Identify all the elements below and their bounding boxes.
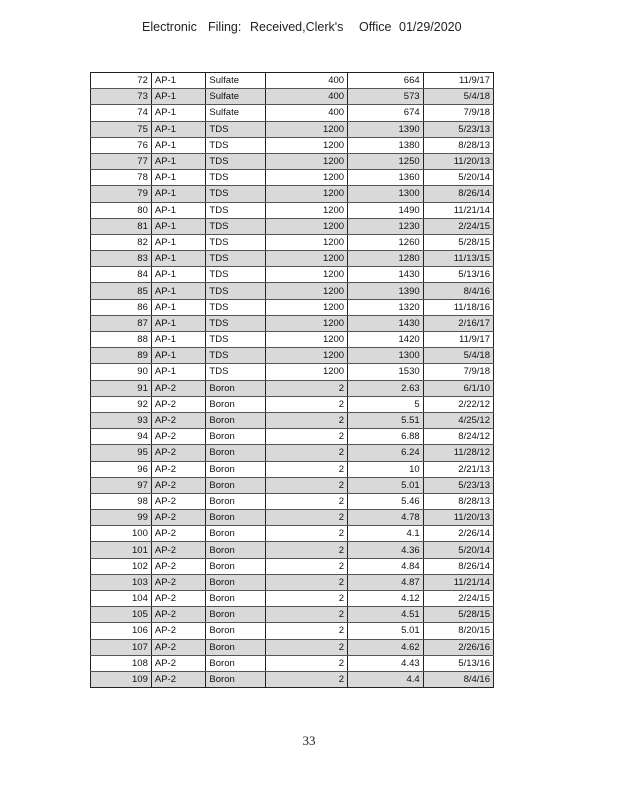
cell-result: 4.87 [348, 574, 424, 590]
cell-result: 4.4 [348, 671, 424, 687]
cell-result: 10 [348, 461, 424, 477]
cell-parameter: Boron [206, 461, 266, 477]
cell-parameter: Boron [206, 412, 266, 428]
cell-result: 1420 [348, 332, 424, 348]
table-row [91, 380, 494, 396]
table-row [91, 186, 494, 202]
cell-row-number: 89 [91, 348, 152, 364]
cell-row-number: 107 [91, 639, 152, 655]
cell-sample-date: 8/20/15 [423, 623, 493, 639]
table-row [91, 623, 494, 639]
cell-parameter: Boron [206, 623, 266, 639]
cell-standard: 1200 [266, 332, 348, 348]
cell-result: 5.51 [348, 412, 424, 428]
table-row [91, 639, 494, 655]
cell-well-id: AP-2 [151, 461, 206, 477]
cell-row-number: 82 [91, 234, 152, 250]
cell-result: 4.43 [348, 655, 424, 671]
cell-result: 674 [348, 105, 424, 121]
cell-standard: 400 [266, 73, 348, 89]
cell-row-number: 100 [91, 526, 152, 542]
cell-sample-date: 8/26/14 [423, 186, 493, 202]
cell-parameter: TDS [206, 137, 266, 153]
cell-well-id: AP-1 [151, 137, 206, 153]
table-row [91, 364, 494, 380]
cell-row-number: 108 [91, 655, 152, 671]
cell-sample-date: 8/24/12 [423, 429, 493, 445]
table-row [91, 477, 494, 493]
cell-sample-date: 8/26/14 [423, 558, 493, 574]
table-row [91, 607, 494, 623]
cell-parameter: TDS [206, 332, 266, 348]
cell-parameter: TDS [206, 121, 266, 137]
cell-parameter: Boron [206, 380, 266, 396]
cell-row-number: 102 [91, 558, 152, 574]
cell-standard: 2 [266, 380, 348, 396]
table-row [91, 493, 494, 509]
cell-well-id: AP-2 [151, 380, 206, 396]
cell-row-number: 81 [91, 218, 152, 234]
cell-well-id: AP-2 [151, 510, 206, 526]
cell-standard: 1200 [266, 364, 348, 380]
cell-row-number: 84 [91, 267, 152, 283]
cell-standard: 2 [266, 671, 348, 687]
cell-well-id: AP-2 [151, 526, 206, 542]
cell-row-number: 79 [91, 186, 152, 202]
cell-row-number: 95 [91, 445, 152, 461]
table-row [91, 510, 494, 526]
page-number: 33 [302, 733, 316, 748]
cell-sample-date: 8/4/16 [423, 671, 493, 687]
cell-result: 5.01 [348, 477, 424, 493]
header-word-electronic: Electronic [142, 20, 197, 34]
cell-parameter: TDS [206, 299, 266, 315]
cell-well-id: AP-2 [151, 607, 206, 623]
cell-parameter: Boron [206, 477, 266, 493]
cell-standard: 1200 [266, 283, 348, 299]
cell-parameter: TDS [206, 348, 266, 364]
cell-standard: 2 [266, 445, 348, 461]
cell-row-number: 99 [91, 510, 152, 526]
cell-parameter: Boron [206, 607, 266, 623]
cell-sample-date: 8/28/13 [423, 137, 493, 153]
cell-well-id: AP-1 [151, 121, 206, 137]
cell-parameter: TDS [206, 267, 266, 283]
table-row [91, 542, 494, 558]
cell-row-number: 104 [91, 591, 152, 607]
cell-well-id: AP-1 [151, 364, 206, 380]
cell-standard: 1200 [266, 348, 348, 364]
cell-result: 1390 [348, 121, 424, 137]
cell-row-number: 90 [91, 364, 152, 380]
cell-standard: 2 [266, 526, 348, 542]
table-row [91, 655, 494, 671]
cell-parameter: TDS [206, 283, 266, 299]
cell-row-number: 94 [91, 429, 152, 445]
cell-sample-date: 5/13/16 [423, 267, 493, 283]
cell-parameter: Boron [206, 510, 266, 526]
cell-result: 5.46 [348, 493, 424, 509]
cell-sample-date: 7/9/18 [423, 364, 493, 380]
cell-well-id: AP-2 [151, 445, 206, 461]
cell-well-id: AP-1 [151, 234, 206, 250]
cell-row-number: 96 [91, 461, 152, 477]
cell-well-id: AP-2 [151, 591, 206, 607]
cell-result: 1360 [348, 170, 424, 186]
cell-well-id: AP-1 [151, 73, 206, 89]
cell-result: 5 [348, 396, 424, 412]
header-word-received-clerks: Received,Clerk's [250, 20, 344, 34]
cell-result: 6.88 [348, 429, 424, 445]
cell-standard: 1200 [266, 121, 348, 137]
cell-result: 1260 [348, 234, 424, 250]
cell-standard: 1200 [266, 234, 348, 250]
cell-result: 6.24 [348, 445, 424, 461]
cell-well-id: AP-1 [151, 251, 206, 267]
table-row [91, 332, 494, 348]
cell-parameter: Boron [206, 445, 266, 461]
cell-parameter: TDS [206, 234, 266, 250]
table-row [91, 558, 494, 574]
cell-standard: 1200 [266, 251, 348, 267]
cell-well-id: AP-2 [151, 623, 206, 639]
cell-parameter: TDS [206, 170, 266, 186]
table-row [91, 218, 494, 234]
cell-parameter: Boron [206, 574, 266, 590]
cell-well-id: AP-2 [151, 639, 206, 655]
table-row [91, 267, 494, 283]
cell-sample-date: 5/4/18 [423, 348, 493, 364]
header-word-filing: Filing: [208, 20, 242, 34]
cell-row-number: 72 [91, 73, 152, 89]
cell-parameter: TDS [206, 202, 266, 218]
cell-result: 1280 [348, 251, 424, 267]
cell-row-number: 103 [91, 574, 152, 590]
header-word-office: Office [359, 20, 392, 34]
cell-row-number: 73 [91, 89, 152, 105]
cell-standard: 2 [266, 607, 348, 623]
cell-parameter: Boron [206, 542, 266, 558]
header-filing-date: 01/29/2020 [399, 20, 462, 34]
cell-sample-date: 5/28/15 [423, 607, 493, 623]
cell-standard: 1200 [266, 137, 348, 153]
cell-parameter: Sulfate [206, 73, 266, 89]
cell-row-number: 93 [91, 412, 152, 428]
cell-result: 1230 [348, 218, 424, 234]
cell-row-number: 106 [91, 623, 152, 639]
cell-row-number: 101 [91, 542, 152, 558]
cell-parameter: TDS [206, 251, 266, 267]
table-row [91, 526, 494, 542]
filing-stamp-header [0, 20, 618, 38]
table-row [91, 202, 494, 218]
cell-parameter: TDS [206, 186, 266, 202]
cell-sample-date: 5/4/18 [423, 89, 493, 105]
cell-standard: 400 [266, 105, 348, 121]
cell-parameter: Boron [206, 429, 266, 445]
table-body [91, 73, 494, 688]
cell-sample-date: 8/4/16 [423, 283, 493, 299]
cell-result: 5.01 [348, 623, 424, 639]
cell-sample-date: 11/9/17 [423, 73, 493, 89]
cell-well-id: AP-2 [151, 558, 206, 574]
cell-well-id: AP-1 [151, 315, 206, 331]
cell-parameter: Boron [206, 396, 266, 412]
cell-row-number: 74 [91, 105, 152, 121]
table-row [91, 445, 494, 461]
cell-parameter: Boron [206, 639, 266, 655]
cell-standard: 2 [266, 574, 348, 590]
cell-sample-date: 5/28/15 [423, 234, 493, 250]
cell-row-number: 105 [91, 607, 152, 623]
cell-row-number: 78 [91, 170, 152, 186]
cell-standard: 2 [266, 558, 348, 574]
cell-standard: 2 [266, 591, 348, 607]
cell-standard: 1200 [266, 153, 348, 169]
cell-parameter: Boron [206, 558, 266, 574]
cell-result: 1490 [348, 202, 424, 218]
cell-well-id: AP-1 [151, 153, 206, 169]
cell-sample-date: 2/24/15 [423, 591, 493, 607]
table-row [91, 348, 494, 364]
cell-parameter: Sulfate [206, 105, 266, 121]
cell-standard: 2 [266, 655, 348, 671]
cell-sample-date: 5/20/14 [423, 170, 493, 186]
cell-row-number: 92 [91, 396, 152, 412]
cell-standard: 2 [266, 639, 348, 655]
cell-standard: 2 [266, 493, 348, 509]
cell-parameter: TDS [206, 364, 266, 380]
cell-standard: 1200 [266, 218, 348, 234]
cell-sample-date: 2/21/13 [423, 461, 493, 477]
cell-result: 573 [348, 89, 424, 105]
cell-row-number: 80 [91, 202, 152, 218]
cell-parameter: Sulfate [206, 89, 266, 105]
cell-sample-date: 7/9/18 [423, 105, 493, 121]
cell-result: 4.78 [348, 510, 424, 526]
table-row [91, 429, 494, 445]
cell-well-id: AP-1 [151, 186, 206, 202]
cell-sample-date: 11/20/13 [423, 153, 493, 169]
cell-parameter: Boron [206, 671, 266, 687]
cell-sample-date: 5/23/13 [423, 121, 493, 137]
cell-result: 4.36 [348, 542, 424, 558]
cell-standard: 2 [266, 412, 348, 428]
cell-result: 664 [348, 73, 424, 89]
cell-well-id: AP-2 [151, 574, 206, 590]
cell-result: 1530 [348, 364, 424, 380]
cell-sample-date: 11/20/13 [423, 510, 493, 526]
cell-well-id: AP-1 [151, 202, 206, 218]
cell-result: 4.62 [348, 639, 424, 655]
table-row [91, 105, 494, 121]
table-row [91, 170, 494, 186]
cell-standard: 1200 [266, 186, 348, 202]
cell-result: 4.1 [348, 526, 424, 542]
cell-row-number: 87 [91, 315, 152, 331]
table-row [91, 121, 494, 137]
monitoring-results-table [90, 72, 494, 688]
cell-well-id: AP-2 [151, 396, 206, 412]
table-row [91, 251, 494, 267]
cell-sample-date: 11/9/17 [423, 332, 493, 348]
cell-result: 1430 [348, 315, 424, 331]
cell-well-id: AP-1 [151, 89, 206, 105]
cell-sample-date: 11/28/12 [423, 445, 493, 461]
cell-well-id: AP-1 [151, 267, 206, 283]
cell-standard: 1200 [266, 170, 348, 186]
table-row [91, 137, 494, 153]
cell-row-number: 76 [91, 137, 152, 153]
cell-standard: 1200 [266, 267, 348, 283]
cell-sample-date: 6/1/10 [423, 380, 493, 396]
cell-well-id: AP-2 [151, 477, 206, 493]
cell-well-id: AP-2 [151, 655, 206, 671]
cell-result: 1430 [348, 267, 424, 283]
cell-result: 1320 [348, 299, 424, 315]
table-row [91, 671, 494, 687]
cell-sample-date: 2/26/14 [423, 526, 493, 542]
cell-sample-date: 11/13/15 [423, 251, 493, 267]
cell-row-number: 85 [91, 283, 152, 299]
cell-well-id: AP-1 [151, 283, 206, 299]
cell-result: 1380 [348, 137, 424, 153]
table-row [91, 591, 494, 607]
cell-sample-date: 11/21/14 [423, 202, 493, 218]
cell-row-number: 77 [91, 153, 152, 169]
cell-sample-date: 2/22/12 [423, 396, 493, 412]
cell-result: 2.63 [348, 380, 424, 396]
cell-standard: 2 [266, 623, 348, 639]
table-row [91, 299, 494, 315]
cell-well-id: AP-2 [151, 542, 206, 558]
cell-sample-date: 8/28/13 [423, 493, 493, 509]
cell-row-number: 109 [91, 671, 152, 687]
cell-sample-date: 4/25/12 [423, 412, 493, 428]
table-row [91, 153, 494, 169]
cell-well-id: AP-1 [151, 299, 206, 315]
cell-row-number: 91 [91, 380, 152, 396]
cell-sample-date: 11/21/14 [423, 574, 493, 590]
cell-sample-date: 2/24/15 [423, 218, 493, 234]
cell-standard: 2 [266, 510, 348, 526]
cell-parameter: Boron [206, 591, 266, 607]
cell-standard: 2 [266, 477, 348, 493]
cell-sample-date: 11/18/16 [423, 299, 493, 315]
cell-sample-date: 2/26/16 [423, 639, 493, 655]
cell-standard: 2 [266, 461, 348, 477]
cell-parameter: TDS [206, 218, 266, 234]
table-row [91, 283, 494, 299]
table-row [91, 461, 494, 477]
cell-sample-date: 5/23/13 [423, 477, 493, 493]
cell-result: 1250 [348, 153, 424, 169]
cell-well-id: AP-1 [151, 170, 206, 186]
cell-well-id: AP-2 [151, 429, 206, 445]
cell-standard: 2 [266, 396, 348, 412]
table-row [91, 73, 494, 89]
cell-result: 4.51 [348, 607, 424, 623]
cell-parameter: TDS [206, 153, 266, 169]
cell-well-id: AP-2 [151, 671, 206, 687]
table-row [91, 89, 494, 105]
cell-parameter: Boron [206, 493, 266, 509]
cell-well-id: AP-2 [151, 412, 206, 428]
cell-result: 4.84 [348, 558, 424, 574]
cell-standard: 2 [266, 542, 348, 558]
table-row [91, 234, 494, 250]
cell-standard: 1200 [266, 202, 348, 218]
cell-sample-date: 5/20/14 [423, 542, 493, 558]
cell-result: 1300 [348, 348, 424, 364]
cell-standard: 400 [266, 89, 348, 105]
cell-result: 1300 [348, 186, 424, 202]
cell-sample-date: 5/13/16 [423, 655, 493, 671]
cell-sample-date: 2/16/17 [423, 315, 493, 331]
cell-parameter: Boron [206, 655, 266, 671]
cell-result: 1390 [348, 283, 424, 299]
cell-parameter: TDS [206, 315, 266, 331]
cell-row-number: 83 [91, 251, 152, 267]
cell-standard: 2 [266, 429, 348, 445]
cell-standard: 1200 [266, 299, 348, 315]
table-row [91, 412, 494, 428]
cell-well-id: AP-2 [151, 493, 206, 509]
cell-well-id: AP-1 [151, 105, 206, 121]
cell-result: 4.12 [348, 591, 424, 607]
cell-parameter: Boron [206, 526, 266, 542]
cell-well-id: AP-1 [151, 218, 206, 234]
cell-row-number: 75 [91, 121, 152, 137]
cell-well-id: AP-1 [151, 332, 206, 348]
table-row [91, 574, 494, 590]
table-row [91, 315, 494, 331]
cell-well-id: AP-1 [151, 348, 206, 364]
cell-row-number: 86 [91, 299, 152, 315]
cell-standard: 1200 [266, 315, 348, 331]
cell-row-number: 98 [91, 493, 152, 509]
table-row [91, 396, 494, 412]
cell-row-number: 97 [91, 477, 152, 493]
cell-row-number: 88 [91, 332, 152, 348]
